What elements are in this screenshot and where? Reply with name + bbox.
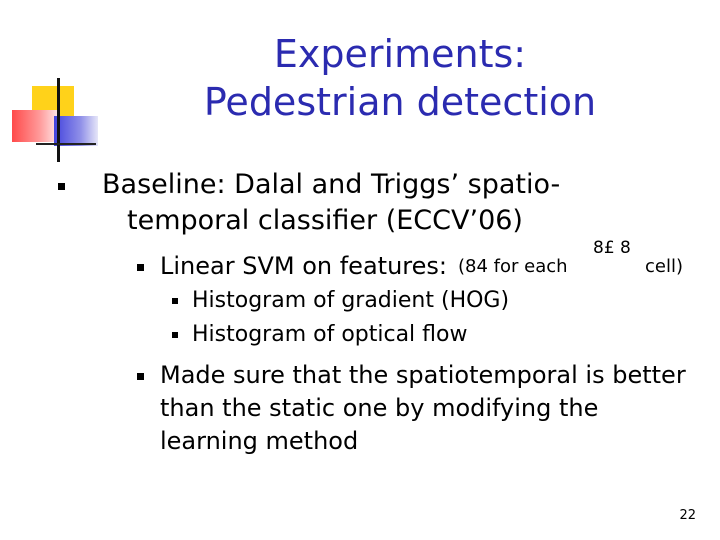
vertical-line-decoration (57, 78, 60, 162)
bullet-baseline-line-1: Baseline: Dalal and Triggs’ spatio- (102, 169, 561, 200)
pink-gradient-decoration (12, 110, 58, 142)
cell-size-superscript: 8£ 8 (593, 238, 631, 258)
bullet-linear-svm-cell: cell) (645, 256, 683, 277)
bullet-made-sure-line-3: learning method (160, 427, 359, 455)
horizontal-line-decoration (36, 143, 96, 145)
bullet-baseline-line-2: temporal classifier (ECCV’06) (127, 205, 523, 236)
bullet-hog: Histogram of gradient (HOG) (192, 288, 510, 313)
slide-number: 22 (679, 508, 696, 523)
bullet-made-sure-line-1: Made sure that the spatiotemporal is better (160, 361, 686, 389)
bullet-linear-svm-paren: (84 for each (458, 256, 568, 277)
bullet-marker (172, 332, 178, 338)
slide-title (140, 30, 660, 126)
bullet-marker (137, 264, 144, 271)
bullet-optical-flow: Histogram of optical flow (192, 322, 468, 347)
bullet-marker (172, 298, 178, 304)
bullet-marker (137, 373, 144, 380)
blue-gradient-decoration (54, 116, 98, 146)
bullet-made-sure-line-2: than the static one by modifying the (160, 394, 599, 422)
title-line-1: Experiments: (273, 32, 527, 76)
bullet-linear-svm: Linear SVM on features: (160, 252, 447, 280)
bullet-marker (58, 183, 65, 190)
title-line-2: Pedestrian detection (203, 80, 597, 124)
